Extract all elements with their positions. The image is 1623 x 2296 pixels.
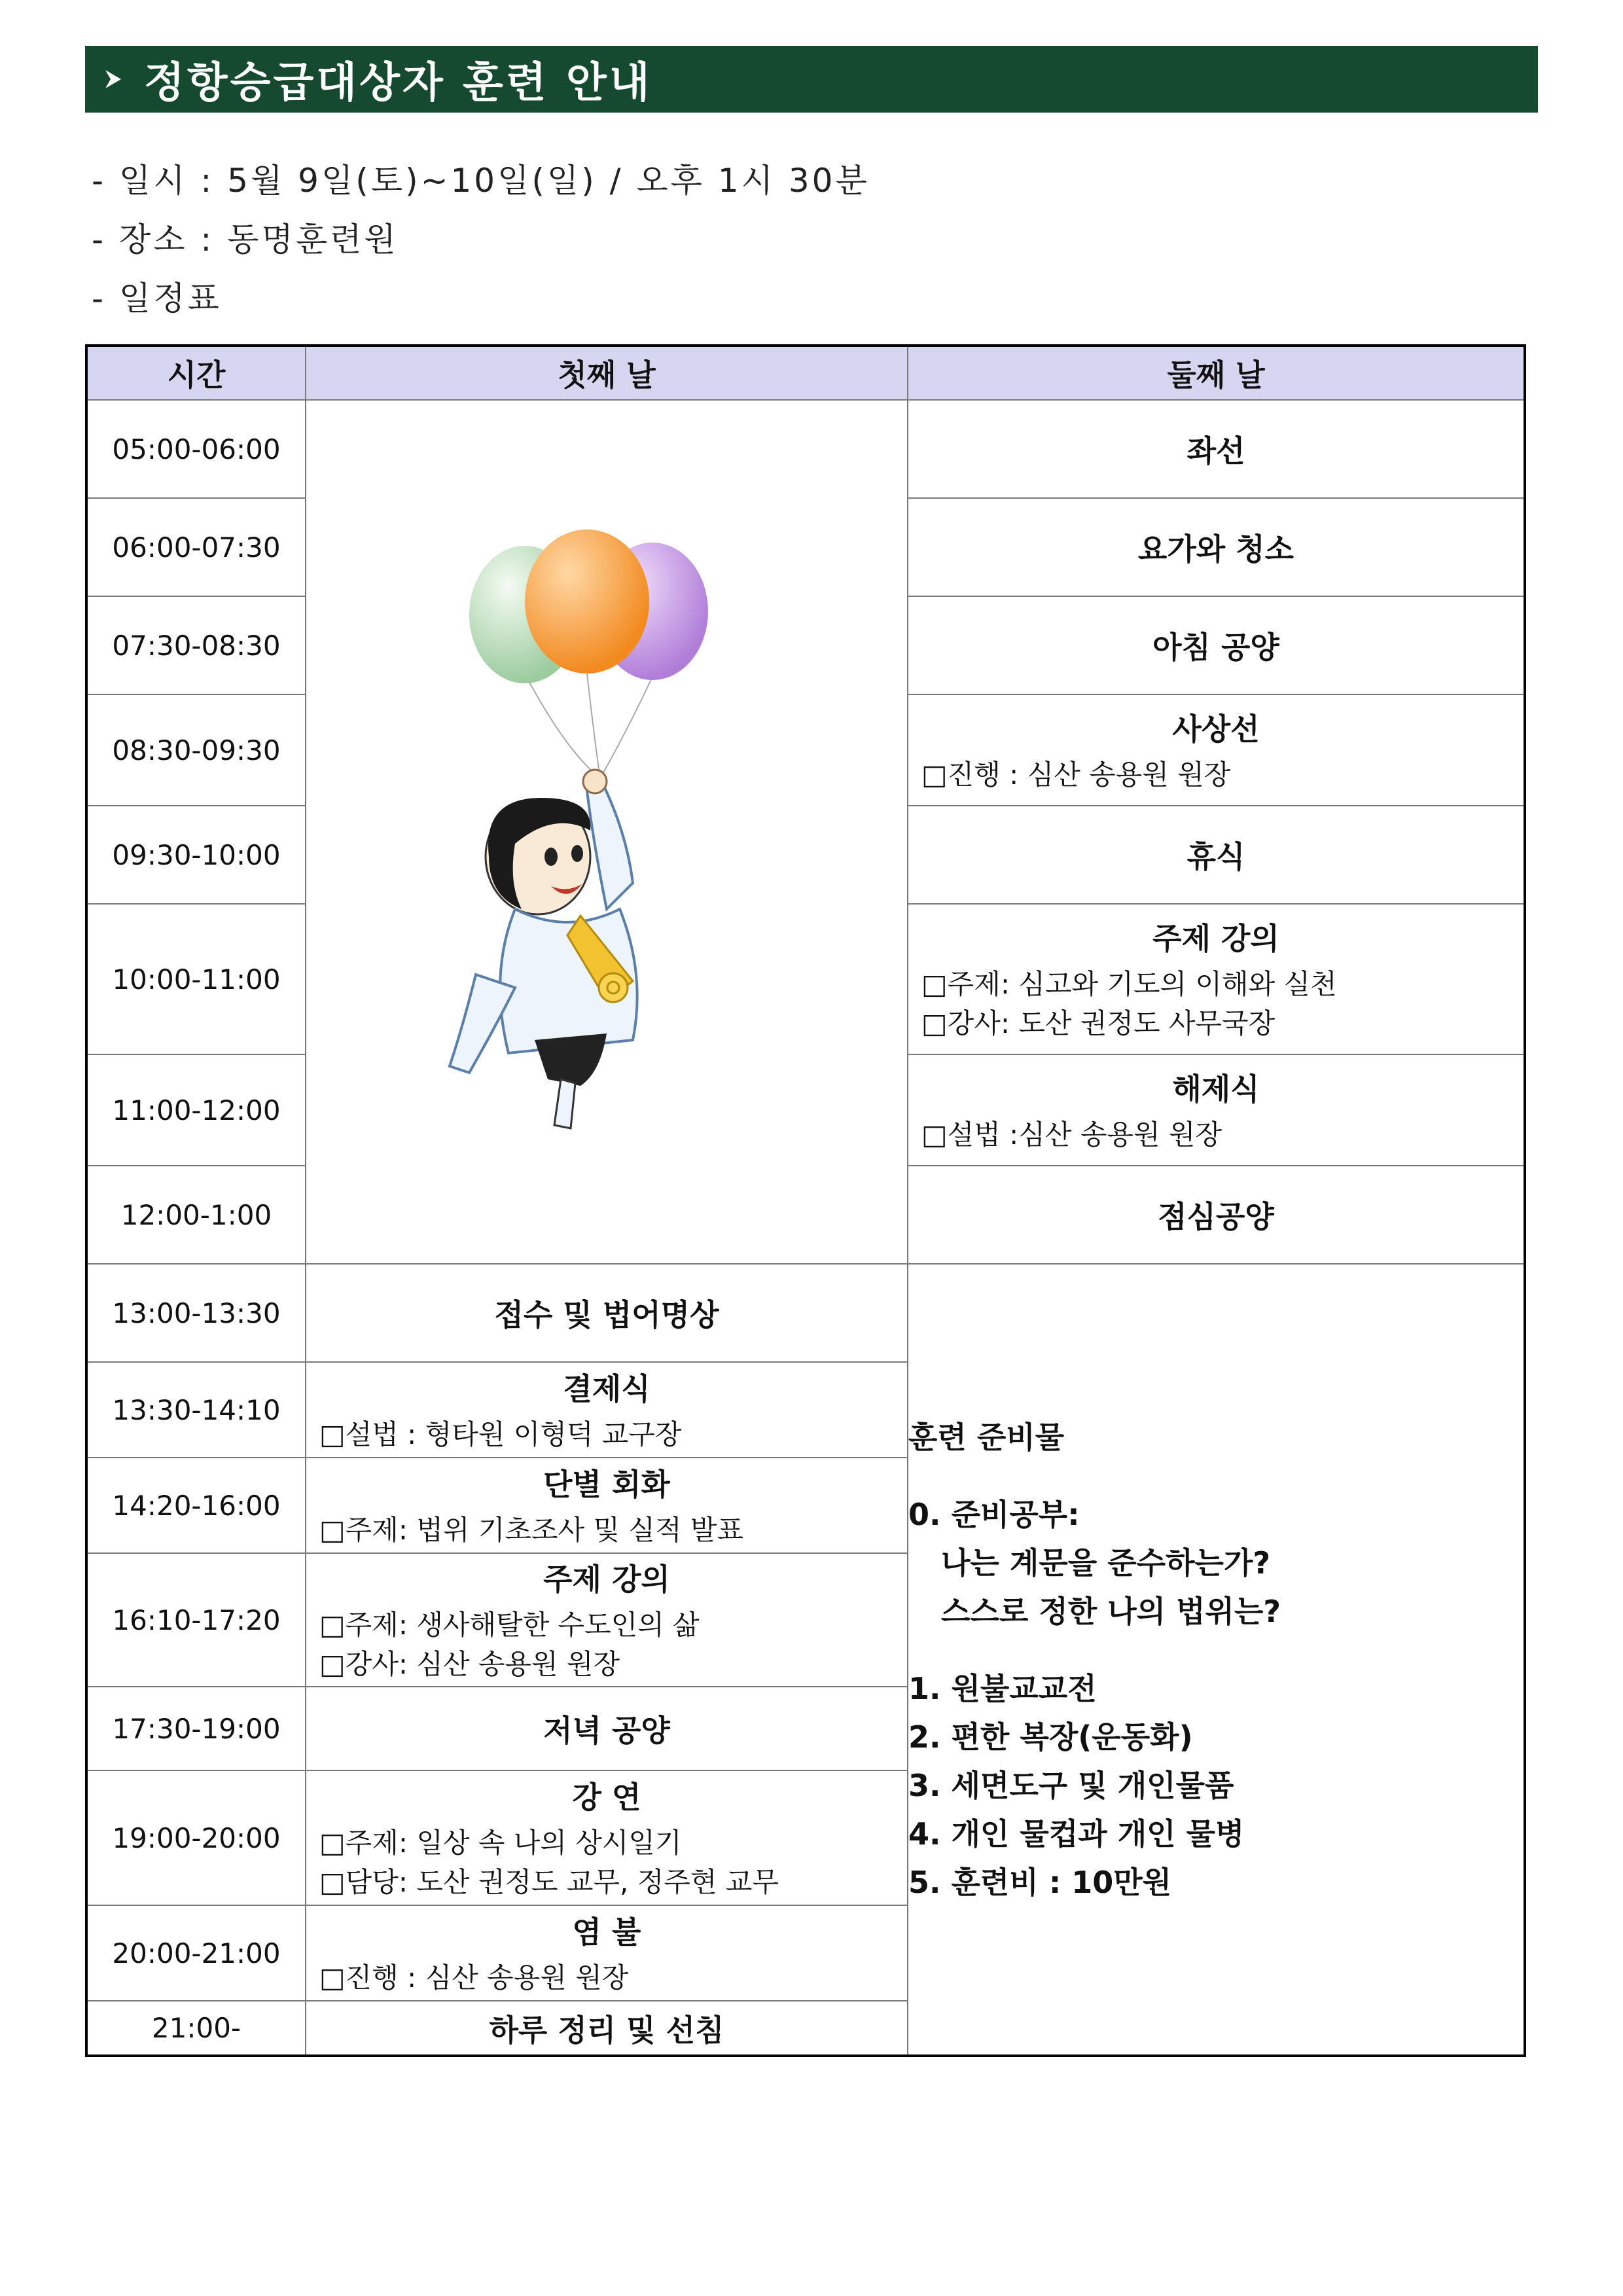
event-title: 요가와 청소 xyxy=(1137,531,1294,567)
prep-study-label: 0. 준비공부: xyxy=(908,1496,1080,1532)
time-cell: 13:00-13:30 xyxy=(86,1264,306,1362)
time-cell: 20:00-21:00 xyxy=(86,1905,306,2001)
day2-event-cell xyxy=(908,400,1525,498)
info-datetime: - 일시 : 5월 9일(토)~10일(일) / 오후 1시 30분 xyxy=(92,162,870,200)
info-place: - 장소 : 동명훈련원 xyxy=(92,221,399,259)
prep-item: 2. 편한 복장(운동화) xyxy=(908,1719,1193,1755)
event-title: 접수 및 법어명상 xyxy=(494,1297,719,1333)
time-cell: 19:00-20:00 xyxy=(86,1770,306,1905)
header-row xyxy=(86,346,1525,400)
info-schedule-label: - 일정표 xyxy=(92,279,222,317)
event-detail: □설법 :심산 송용원 원장 xyxy=(921,1119,1222,1151)
balloon-figure-icon xyxy=(437,516,777,1145)
detail-line: □담당: 도산 권정도 교무, 정주현 교무 xyxy=(319,1866,779,1898)
day1-event-cell xyxy=(306,1458,908,1553)
event-title: 주제 강의 xyxy=(543,1562,670,1597)
event-detail xyxy=(306,1823,907,1902)
prep-study-q1: 나는 계문을 준수하는가? xyxy=(941,1545,1271,1581)
event-title: 아침 공양 xyxy=(1152,630,1279,665)
prep-item: 1. 원불교교전 xyxy=(908,1670,1097,1706)
preparation-cell xyxy=(908,1264,1525,2056)
day2-event-cell xyxy=(908,806,1525,904)
table-row xyxy=(86,400,1525,498)
prep-item: 3. 세면도구 및 개인물품 xyxy=(908,1767,1234,1803)
detail-line: □주제: 생사해탈한 수도인의 삶 xyxy=(319,1609,700,1641)
event-title: 사상선 xyxy=(1172,711,1260,747)
day2-event-cell xyxy=(908,904,1525,1054)
day1-event-cell xyxy=(306,1687,908,1770)
header-day2: 둘째 날 xyxy=(908,346,1525,400)
detail-line: □강사: 심산 송용원 원장 xyxy=(319,1648,620,1680)
time-cell: 07:30-08:30 xyxy=(86,596,306,694)
time-cell: 16:10-17:20 xyxy=(86,1553,306,1687)
table-row xyxy=(86,1264,1525,1362)
day2-event-cell xyxy=(908,596,1525,694)
day1-event-cell xyxy=(306,1264,908,1362)
time-cell: 21:00- xyxy=(86,2001,306,2056)
day1-event-cell xyxy=(306,1770,908,1905)
event-detail xyxy=(908,965,1524,1043)
time-cell: 06:00-07:30 xyxy=(86,498,306,596)
detail-line: □주제: 심고와 기도의 이해와 실천 xyxy=(921,968,1337,1000)
prep-title: 훈련 준비물 xyxy=(908,1419,1065,1455)
event-detail: □주제: 법위 기초조사 및 실적 발표 xyxy=(319,1514,744,1546)
prep-item: 4. 개인 물컵과 개인 물병 xyxy=(908,1816,1245,1852)
day1-event-cell xyxy=(306,1905,908,2001)
event-title: 강 연 xyxy=(572,1780,641,1815)
event-title: 하루 정리 및 선침 xyxy=(489,2012,724,2048)
time-cell: 12:00-1:00 xyxy=(86,1166,306,1264)
event-title: 휴식 xyxy=(1186,839,1245,874)
event-title: 점심공양 xyxy=(1158,1199,1274,1234)
day2-event-cell xyxy=(908,1166,1525,1264)
time-cell: 11:00-12:00 xyxy=(86,1054,306,1166)
event-title: 결제식 xyxy=(563,1371,651,1407)
bullet-icon xyxy=(85,46,144,113)
day1-event-cell xyxy=(306,1553,908,1687)
event-title: 단별 회화 xyxy=(543,1467,670,1502)
time-cell: 17:30-19:00 xyxy=(86,1687,306,1770)
prep-item: 5. 훈련비 : 10만원 xyxy=(908,1864,1172,1900)
time-cell: 14:20-16:00 xyxy=(86,1458,306,1553)
time-cell: 09:30-10:00 xyxy=(86,806,306,904)
header-day1: 첫째 날 xyxy=(306,346,908,400)
day2-event-cell xyxy=(908,498,1525,596)
prep-study-q2: 스스로 정한 나의 법위는? xyxy=(941,1593,1281,1629)
day2-event-cell xyxy=(908,694,1525,806)
event-title: 주제 강의 xyxy=(1152,921,1279,956)
event-title: 염 불 xyxy=(572,1914,641,1950)
detail-line: □주제: 일상 속 나의 상시일기 xyxy=(319,1827,682,1859)
time-cell: 13:30-14:10 xyxy=(86,1362,306,1458)
event-detail: □설법 : 형타원 이형덕 교구장 xyxy=(319,1418,682,1450)
page-title: 정항승급대상자 훈련 안내 xyxy=(144,59,652,107)
day1-event-cell xyxy=(306,1362,908,1458)
time-cell: 10:00-11:00 xyxy=(86,904,306,1054)
event-detail: □진행 : 심산 송용원 원장 xyxy=(921,759,1231,791)
event-detail xyxy=(306,1605,907,1684)
event-detail: □진행 : 심산 송용원 원장 xyxy=(319,1962,629,1994)
title-banner xyxy=(85,46,1538,113)
day1-event-cell xyxy=(306,2001,908,2056)
event-title: 저녁 공양 xyxy=(543,1713,670,1748)
illustration-cell xyxy=(306,400,908,1264)
schedule-table xyxy=(85,344,1526,2057)
header-time: 시간 xyxy=(86,346,306,400)
event-title: 좌선 xyxy=(1186,433,1245,469)
event-title: 해제식 xyxy=(1172,1071,1260,1107)
detail-line: □강사: 도산 권정도 사무국장 xyxy=(921,1007,1275,1039)
time-cell: 08:30-09:30 xyxy=(86,694,306,806)
day2-event-cell xyxy=(908,1054,1525,1166)
time-cell: 05:00-06:00 xyxy=(86,400,306,498)
